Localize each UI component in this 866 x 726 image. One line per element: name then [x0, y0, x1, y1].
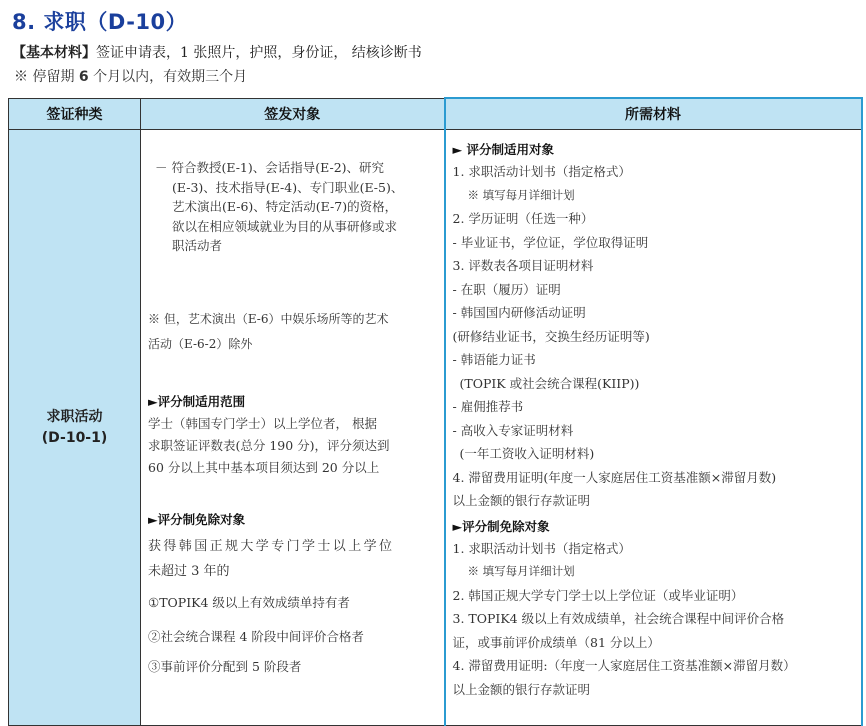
- visa-table: [8, 97, 863, 726]
- material-line: - 毕业证书，学位证，学位取得证明: [452, 234, 649, 250]
- basic-materials: [12, 42, 422, 62]
- target-exception-line: 活动（E-6-2）除外: [148, 337, 253, 351]
- material-line: 1. 求职活动计划书（指定格式）: [452, 164, 631, 179]
- material-line: 2. 学历证明（任选一种）: [452, 211, 594, 226]
- stay-period-note: [14, 66, 247, 86]
- basic-materials-text: 签证申请表，1 张照片，护照，身份证， 结核诊断书: [96, 45, 422, 61]
- table-header-row: [9, 98, 862, 130]
- material-line: 3. 评数表各项目证明材料: [452, 258, 594, 273]
- material-line: ※ 填写每月详细计划: [467, 564, 575, 578]
- target-intro-line: 职活动者: [172, 238, 223, 253]
- target-exempt: [148, 510, 394, 680]
- material-line: ※ 填写每月详细计划: [467, 187, 575, 202]
- material-line: - 韩国国内研修活动证明: [452, 305, 586, 320]
- target-exempt-line: ①TOPIK4 级以上有效成绩单持有者: [148, 595, 350, 610]
- visa-type-name: 求职活动: [46, 408, 103, 425]
- target-intro-line: － 符合教授(E-1)、会话指导(E-2)、研究: [155, 160, 385, 175]
- target-scope: [148, 391, 390, 479]
- material-line: 1. 求职活动计划书（指定格式）: [452, 540, 631, 556]
- header-target: 签发对象: [141, 98, 445, 130]
- target-exception-line: ※ 但，艺术演出（E-6）中娱乐场所等的艺术: [148, 312, 389, 326]
- material-line: 3. TOPIK4 级以上有效成绩单，社会统合课程中间评价合格: [452, 611, 785, 626]
- note-number: 6: [78, 69, 89, 85]
- header-materials: 所需材料: [445, 98, 862, 130]
- scope-line: 学士（韩国专门学士）以上学位者， 根据: [148, 416, 377, 431]
- material-line: - 韩语能力证书: [452, 352, 536, 367]
- target-cell: [141, 130, 445, 726]
- material-line: (研修结业证书，交换生经历证明等): [452, 328, 650, 344]
- target-exempt-line: 获得韩国正规大学专门学士以上学位: [148, 539, 395, 554]
- materials-applicable-heading: ► 评分制适用对象: [452, 142, 554, 157]
- note-suffix: 个月以内，有效期三个月: [88, 69, 248, 85]
- materials-exempt: [446, 517, 861, 702]
- material-line: 以上金额的银行存款证明: [452, 493, 591, 508]
- target-intro-line: 艺术演出(E-6)、特定活动(E-7)的资格，: [172, 199, 398, 214]
- scope-line: 求职签证评数表(总分 190 分)，评分须达到: [148, 438, 390, 453]
- material-line: 以上金额的银行存款证明: [452, 681, 591, 697]
- scope-line: 60 分以上其中基本项目须达到 20 分以上: [148, 460, 380, 475]
- scope-heading: ►评分制适用范围: [148, 394, 246, 409]
- material-line: - 在职（履历）证明: [452, 281, 561, 297]
- page-title: 8. 求职（D-10）: [12, 10, 188, 34]
- material-line: - 雇佣推荐书: [452, 399, 524, 414]
- note-prefix: ※ 停留期: [14, 69, 79, 85]
- visa-type-code: (D-10-1): [41, 429, 108, 446]
- material-line: 4. 滞留费用证明:（年度一人家庭居住工资基准额×滞留月数）: [452, 658, 796, 673]
- materials-exempt-heading: ►评分制免除对象: [452, 518, 550, 534]
- material-line: (一年工资收入证明材料): [459, 446, 595, 461]
- target-intro: [155, 158, 403, 256]
- visa-type-cell: [9, 130, 141, 726]
- target-exempt-line: ②社会统合课程 4 阶段中间评价合格者: [148, 629, 364, 644]
- material-line: 4. 滞留费用证明(年度一人家庭居住工资基准额×滞留月数): [452, 469, 777, 485]
- materials-applicable: [446, 130, 861, 513]
- target-intro-line: 欲以在相应领域就业为目的从事研修或求: [172, 218, 398, 234]
- material-line: (TOPIK 或社会统合课程(KIIP)): [459, 375, 640, 391]
- target-exempt-heading: ►评分制免除对象: [148, 512, 246, 527]
- materials-cell: [445, 130, 862, 726]
- material-line: - 高收入专家证明材料: [452, 422, 574, 438]
- material-line: 证，或事前评价成绩单（81 分以上）: [452, 634, 660, 650]
- target-exempt-line: ③事前评价分配到 5 阶段者: [148, 659, 302, 674]
- header-visa-type: 签证种类: [9, 98, 141, 130]
- basic-materials-label: 【基本材料】: [12, 45, 96, 61]
- material-line: 2. 韩国正规大学专门学士以上学位证（或毕业证明）: [452, 587, 744, 603]
- table-row: [9, 130, 862, 726]
- target-intro-line: (E-3)、技术指导(E-4)、专门职业(E-5)、: [172, 179, 404, 195]
- target-exempt-line: 未超过 3 年的: [148, 564, 230, 579]
- target-exception: [148, 307, 389, 357]
